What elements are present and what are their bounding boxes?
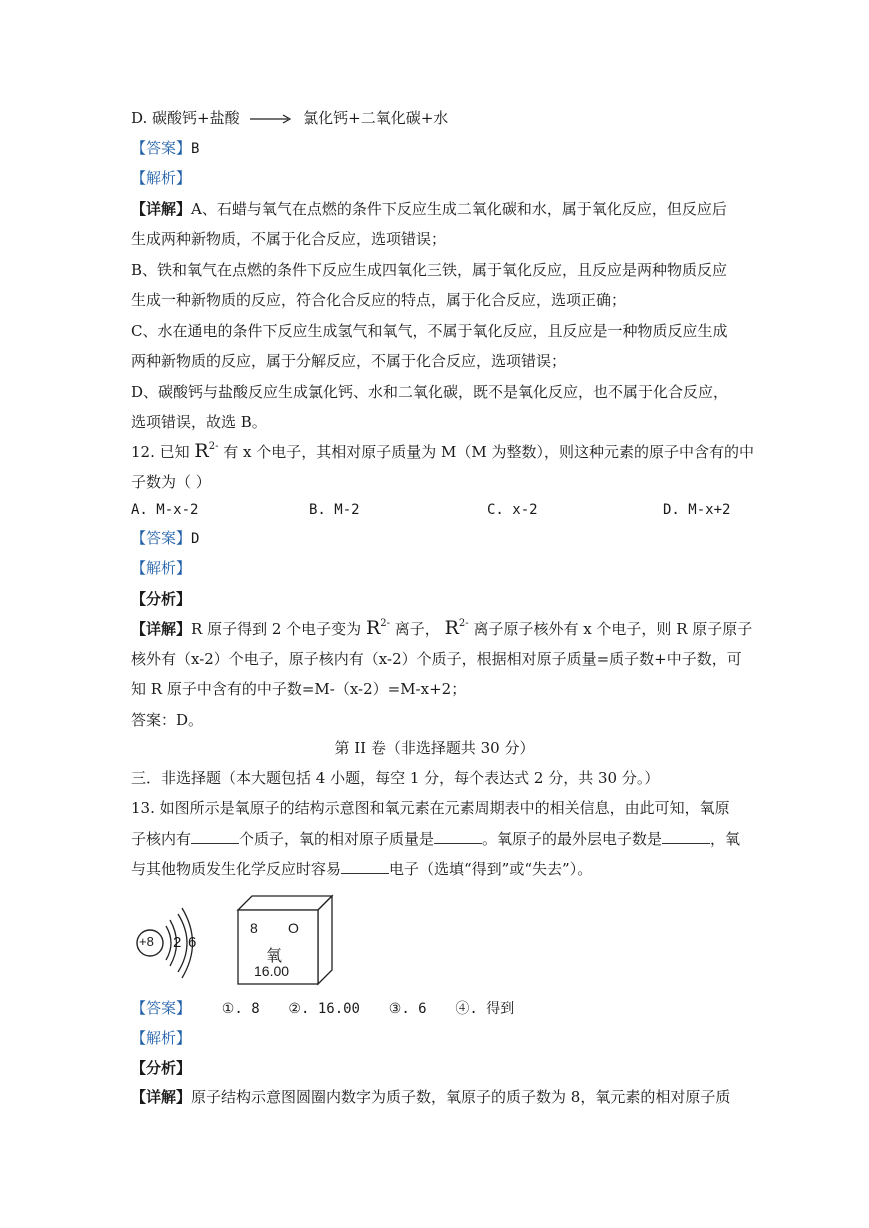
answer-item-4: ④. 得到 xyxy=(455,1001,515,1017)
ion-symbol: R xyxy=(194,440,209,462)
atomic-number: 8 xyxy=(250,920,258,936)
answer-line-12 xyxy=(131,528,199,549)
answer-line-13 xyxy=(131,998,514,1019)
detail-tag: 【详解】 xyxy=(131,1088,192,1106)
option-d[interactable]: D. M-x+2 xyxy=(663,502,731,518)
question-13-line-1: 13. 如图所示是氧原子的结构示意图和氧元素在元素周期表中的相关信息，由此可知，氧原 xyxy=(131,799,730,817)
detail-12-line-4: 答案：D。 xyxy=(131,711,204,729)
oxygen-atom-diagram xyxy=(133,904,211,984)
q13-text-b: 个质子，氧的相对原子质量是 xyxy=(239,830,435,848)
question-12-line-1 xyxy=(131,441,754,465)
question-13-line-2 xyxy=(131,829,740,849)
detail-13-line-1 xyxy=(131,1087,730,1107)
detail-line-3: B、铁和氧气在点燃的条件下反应生成四氧化三铁，属于氧化反应，且反应是两种物质反应 xyxy=(131,261,728,279)
answer-value: D xyxy=(191,531,200,547)
nucleus-charge: +8 xyxy=(139,934,154,949)
detail-text: A、石蜡与氧气在点燃的条件下反应生成二氧化碳和水，属于氧化反应，但反应后 xyxy=(191,200,727,218)
q12-text: 有 x 个电子，其相对原子质量为 M（M 为整数），则这种元素的原子中含有的中 xyxy=(223,443,755,461)
detail-text-b: 离子， xyxy=(394,620,440,638)
blank-3[interactable] xyxy=(662,829,710,844)
blank-2[interactable] xyxy=(434,829,482,844)
option-d-text: D. 碳酸钙+盐酸 xyxy=(131,109,240,127)
detail-text-c: 离子原子核外有 x 个电子，则 R 原子原子 xyxy=(473,620,753,638)
answer-value: B xyxy=(191,141,200,157)
detail-line-7: D、碳酸钙与盐酸反应生成氯化钙、水和二氧化碳，既不是氧化反应，也不属于化合反应， xyxy=(131,383,729,401)
analysis-sub-tag: 【分析】 xyxy=(131,1059,192,1077)
relative-atomic-mass: 16.00 xyxy=(254,963,290,979)
detail-line-1 xyxy=(131,199,727,219)
shell-1-electrons: 2 xyxy=(173,934,182,951)
detail-tag: 【详解】 xyxy=(131,200,192,218)
ion-charge: 2- xyxy=(380,618,391,629)
analysis-sub-tag: 【分析】 xyxy=(131,590,192,608)
detail-tag: 【详解】 xyxy=(131,620,192,638)
ion-charge: 2- xyxy=(208,441,219,452)
detail-12-line-2: 核外有（x-2）个电子，原子核内有（x-2）个质子，根据相对原子质量=质子数+中子数，可 xyxy=(131,650,742,668)
detail-text: 原子结构示意图圆圈内数字为质子数，氧原子的质子数为 8，氧元素的相对原子质 xyxy=(191,1088,731,1106)
option-c[interactable]: C. x-2 xyxy=(487,502,538,518)
element-box xyxy=(234,892,334,988)
shell-2-electrons: 6 xyxy=(188,934,197,951)
blank-1[interactable] xyxy=(191,829,239,844)
element-name: 氧 xyxy=(266,946,283,965)
q13-text-f: 电子（选填“得到”或“失去”）。 xyxy=(389,860,593,878)
detail-12-line-1 xyxy=(131,618,752,642)
ion-charge: 2- xyxy=(458,618,469,629)
q13-text-a: 子核内有 xyxy=(131,830,192,848)
answer-line-11 xyxy=(131,138,199,159)
answer-tag: 【答案】 xyxy=(131,139,192,157)
arrow-right-icon xyxy=(248,113,294,125)
blank-4[interactable] xyxy=(341,859,389,874)
q13-text-c: 。氧原子的最外层电子数是 xyxy=(482,830,663,848)
answer-tag: 【答案】 xyxy=(131,999,192,1017)
analysis-tag: 【解析】 xyxy=(131,1029,192,1047)
detail-line-2: 生成两种新物质，不属于化合反应，选项错误； xyxy=(131,230,447,248)
element-symbol: O xyxy=(288,920,299,936)
answer-item-3: ③. 6 xyxy=(388,1001,427,1017)
question-12-line-2: 子数为（ ） xyxy=(131,473,211,491)
answer-item-2: ②. 16.00 xyxy=(288,1001,360,1017)
section-title: 第 II 卷（非选择题共 30 分） xyxy=(334,739,535,757)
option-b[interactable]: B. M-2 xyxy=(309,502,360,518)
answer-tag: 【答案】 xyxy=(131,529,192,547)
analysis-tag: 【解析】 xyxy=(131,559,192,577)
q13-text-e: 与其他物质发生化学反应时容易 xyxy=(131,860,342,878)
detail-12-line-3: 知 R 原子中含有的中子数=M-（x-2）=M-x+2； xyxy=(131,680,467,698)
q12-prefix: 12. 已知 xyxy=(131,443,190,461)
ion-symbol: R xyxy=(444,617,459,639)
q13-text-d: ，氧 xyxy=(710,830,741,848)
option-a[interactable]: A. M-x-2 xyxy=(131,502,199,518)
answer-item-1: ①. 8 xyxy=(221,1001,260,1017)
option-d-line xyxy=(131,108,448,128)
detail-line-6: 两种新物质的反应，属于分解反应，不属于化合反应，选项错误； xyxy=(131,352,567,370)
question-13-line-3 xyxy=(131,859,592,879)
detail-line-5: C、水在通电的条件下反应生成氢气和氧气，不属于氧化反应，且反应是一种物质反应生成 xyxy=(131,322,728,340)
detail-line-8: 选项错误，故选 B。 xyxy=(131,413,267,431)
detail-line-4: 生成一种新物质的反应，符合化合反应的特点，属于化合反应，选项正确； xyxy=(131,291,627,309)
ion-symbol: R xyxy=(365,617,381,639)
section-3-heading: 三．非选择题（本大题包括 4 小题，每空 1 分，每个表达式 2 分，共 30 分。） xyxy=(131,769,660,787)
analysis-tag: 【解析】 xyxy=(131,169,192,187)
detail-text-a: R 原子得到 2 个电子变为 xyxy=(191,620,362,638)
option-d-products: 氯化钙+二氧化碳+水 xyxy=(303,109,449,127)
